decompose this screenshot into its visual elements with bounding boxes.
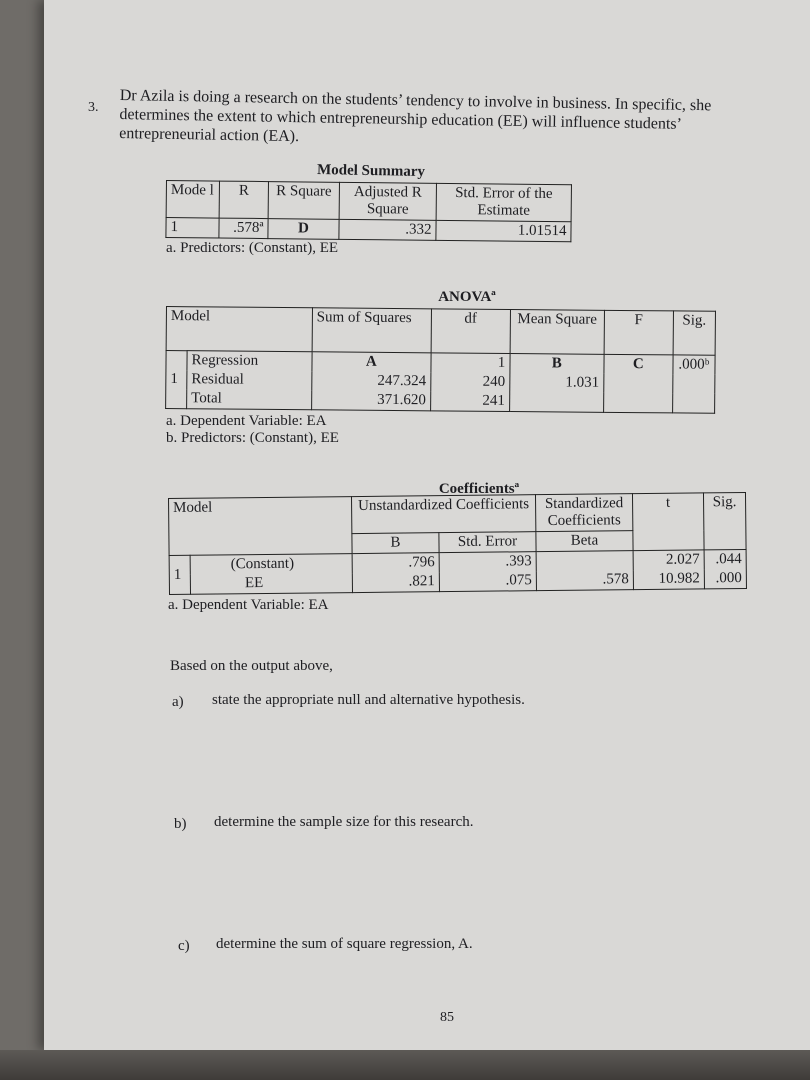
ms-cell: 1 — [166, 218, 219, 239]
coef-cell: 2.027 — [633, 550, 704, 570]
coef-header-model: Model — [169, 497, 353, 556]
anova-cell: 1 — [431, 353, 510, 373]
anova-note-b: b. Predictors: (Constant), EE — [166, 430, 339, 446]
anova-header-sig: Sig. — [673, 311, 716, 355]
part-b-letter: b) — [174, 816, 187, 832]
coefficients-block — [168, 481, 750, 614]
model-summary-note: a. Predictors: (Constant), EE — [166, 240, 339, 256]
anova-block — [166, 289, 718, 447]
part-a-letter: a) — [172, 694, 184, 710]
coef-header-t: t — [632, 493, 704, 551]
anova-note-a: a. Dependent Variable: EA — [166, 413, 327, 429]
coef-cell: .075 — [439, 571, 536, 592]
anova-row-label: Regression — [187, 351, 312, 372]
page-number: 85 — [440, 1010, 454, 1025]
coef-cell — [536, 551, 633, 572]
coef-header-se: Std. Error — [439, 532, 536, 553]
coefficients-title: Coefficientsª — [438, 481, 520, 497]
anova-cell — [672, 393, 714, 413]
coef-cell: .796 — [352, 553, 439, 573]
model-summary-table — [165, 180, 572, 242]
coefficients-note: a. Dependent Variable: EA — [168, 597, 329, 613]
part-b-text: determine the sample size for this research. — [214, 814, 474, 830]
anova-row-label: Residual — [187, 370, 312, 390]
anova-cell: .000ᵇ — [673, 355, 715, 375]
ms-cell: .332 — [339, 219, 436, 240]
table-row — [166, 389, 715, 413]
coef-header-b: B — [352, 533, 439, 554]
ms-cell: D — [268, 219, 339, 240]
anova-header-df: df — [431, 309, 510, 354]
anova-row-label: Total — [187, 389, 312, 410]
anova-cell — [603, 393, 672, 413]
anova-header-model: Model — [166, 307, 312, 352]
coef-cell: .000 — [704, 569, 746, 589]
anova-model-num: 1 — [166, 351, 188, 409]
question-text: Dr Azila is doing a research on the students’ tendency to involve in business. In specific, she determines the extent to which entrepreneurship education (EE) will influence students’ entrepreneurial action (EA). — [119, 86, 712, 146]
anova-cell: 1.031 — [510, 373, 604, 393]
anova-header-ms: Mean Square — [510, 310, 604, 355]
coefficients-table — [168, 492, 747, 595]
anova-cell: 371.620 — [311, 390, 430, 411]
question-number: 3. — [88, 100, 99, 115]
coef-header-sig: Sig. — [703, 492, 746, 549]
coef-header-std: Standardized Coefficients — [535, 494, 632, 532]
ms-header-std-error: Std. Error of the Estimate — [436, 183, 571, 221]
anova-cell — [604, 374, 673, 394]
part-c-letter: c) — [178, 938, 190, 954]
ms-header-adj-rsquare: Adjusted R Square — [339, 182, 436, 220]
anova-cell: 241 — [430, 391, 509, 411]
part-c-text: determine the sum of square regression, A. — [216, 936, 473, 952]
anova-cell — [673, 374, 715, 393]
coef-cell: .044 — [704, 549, 746, 569]
ms-header-model: Mode l — [166, 181, 219, 219]
ms-header-r: R — [219, 181, 268, 219]
model-summary-block — [166, 163, 576, 257]
anova-cell: B — [510, 354, 604, 374]
anova-cell: 247.324 — [312, 371, 431, 391]
coef-header-unstd: Unstandardized Coefficients — [351, 495, 535, 534]
anova-cell: A — [312, 352, 431, 373]
ms-header-rsquare: R Square — [268, 182, 339, 220]
coef-cell: .393 — [439, 552, 536, 573]
ms-cell: 1.01514 — [436, 220, 571, 241]
coef-header-beta: Beta — [536, 531, 633, 552]
ms-cell: .578ª — [219, 218, 268, 239]
anova-header-ss: Sum of Squares — [312, 308, 431, 353]
coef-row-label: (Constant) — [190, 554, 352, 575]
coef-cell: .578 — [536, 570, 633, 591]
anova-cell — [509, 392, 603, 412]
page-bottom-shadow — [0, 1050, 810, 1080]
model-summary-title: Model Summary — [316, 162, 426, 180]
anova-table — [165, 306, 716, 414]
anova-cell: C — [604, 354, 673, 374]
anova-title: ANOVAª — [438, 289, 496, 305]
part-a-text: state the appropriate null and alternative hypothesis. — [212, 692, 525, 708]
anova-header-f: F — [604, 310, 673, 355]
based-on-text: Based on the output above, — [170, 658, 333, 674]
coef-row-label: EE — [190, 573, 352, 594]
table-row — [166, 218, 571, 242]
anova-cell: 240 — [431, 372, 510, 392]
coef-model-num: 1 — [169, 555, 190, 594]
coef-cell: .821 — [352, 572, 439, 592]
coef-cell: 10.982 — [633, 569, 704, 589]
